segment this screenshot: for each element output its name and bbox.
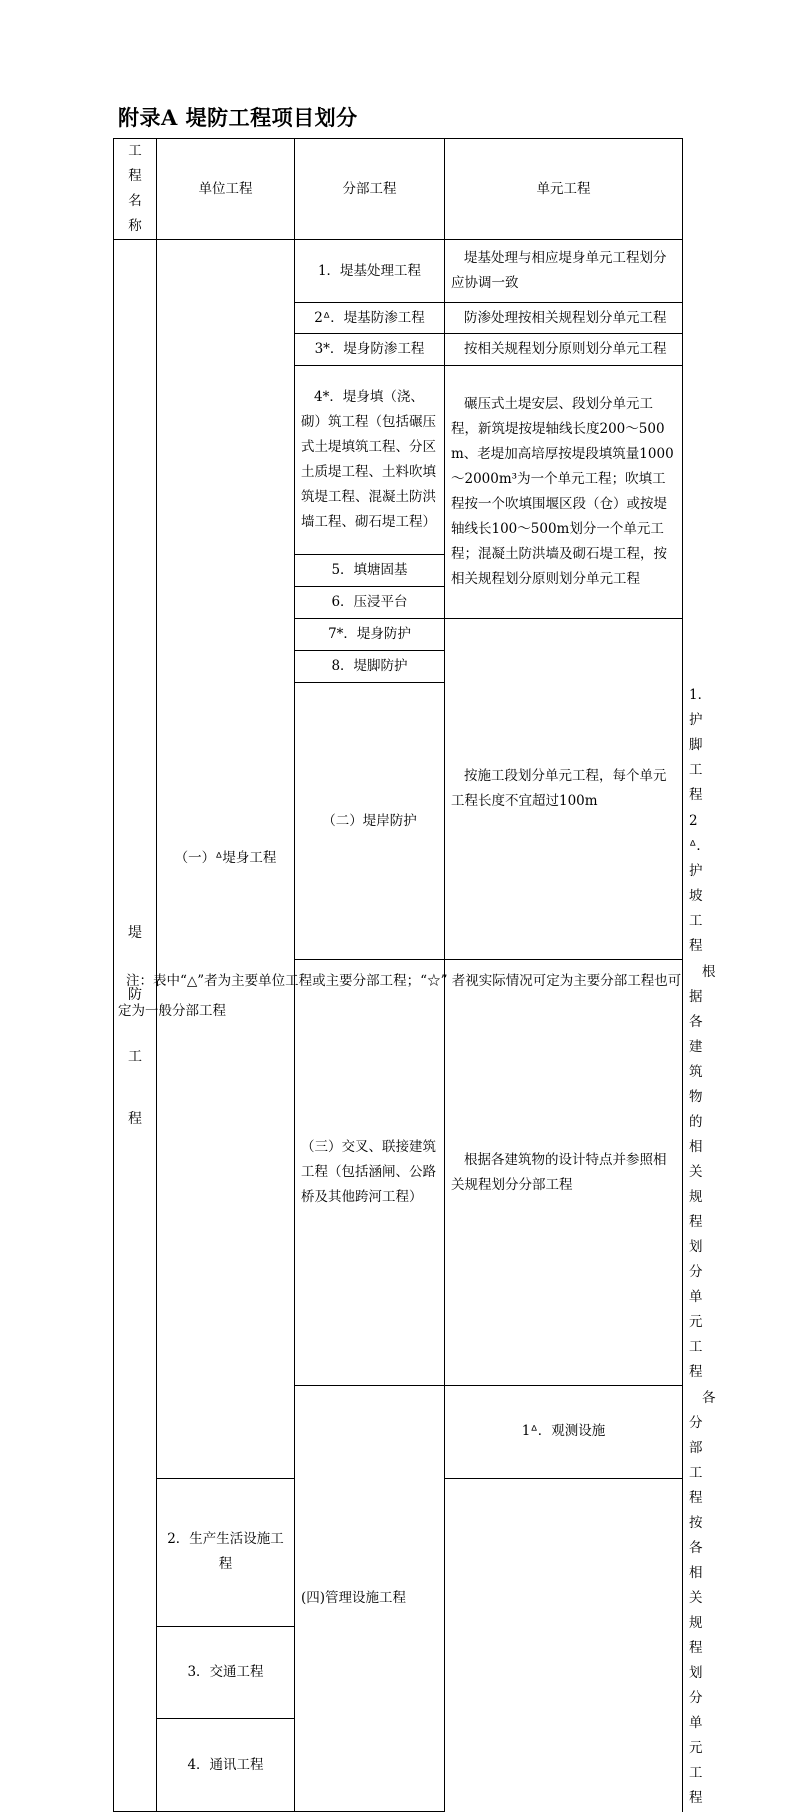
element-cell: 按施工段划分单元工程，每个单元工程长度不宜超过100m xyxy=(445,619,683,960)
element-cell: 堤基处理与相应堤身单元工程划分应协调一致 xyxy=(445,240,683,303)
table-row xyxy=(114,240,683,303)
table-row: (四)管理设施工程 1ᐞ．观测设施 各分部工程按各相关规程划分单元工程 xyxy=(114,1386,683,1479)
division-cell: 2．生产生活设施工程 xyxy=(157,1478,295,1626)
division-cell: 3*．堤身防渗工程 xyxy=(295,334,445,366)
division-cell: 4*．堤身填（浇、砌）筑工程（包括碾压式土堤填筑工程、分区土质堤工程、土料吹填筑堤工程、混凝土防洪墙工程、砌石堤工程） xyxy=(295,366,445,555)
element-cell: 碾压式土堤安层、段划分单元工程，新筑堤按堤轴线长度200～500m、老堤加高培厚按堤段填筑量1000～2000m³为一个单元工程；吹填工程按一个吹填围堰区段（仓）或按堤轴线长100～500m划分一个单元工程；混凝土防洪墙及砌石堤工程，按相关规程划分原则划分单元工程 xyxy=(445,366,683,619)
division-cell: 7*．堤身防护 xyxy=(295,619,445,651)
element-cell: 防渗处理按相关规程划分单元工程 xyxy=(445,303,683,334)
division-cell: 4．通讯工程 xyxy=(157,1719,295,1812)
table-note: 注：表中“△”者为主要单位工程或主要分部工程；“☆” 者视实际情况可定为主要分部工程也可定为一般分部工程 xyxy=(118,973,682,1019)
project-name-char: 堤 xyxy=(128,924,142,941)
table-row: （三）交叉、联接建筑工程（包括涵闸、公路桥及其他跨河工程） 根据各建筑物的设计特点并参照相关规程划分分部工程 根据各建筑物的相关规程划分单元工程 xyxy=(114,960,683,1386)
unit-project-cell: （三）交叉、联接建筑工程（包括涵闸、公路桥及其他跨河工程） xyxy=(295,960,445,1386)
division-cell: 1．堤基处理工程 xyxy=(295,240,445,303)
project-name-char: 程 xyxy=(128,1110,142,1127)
division-cell: 2ᐞ．堤基防渗工程 xyxy=(295,303,445,334)
header-unit-project: 单位工程 xyxy=(157,139,295,240)
division-cell: 根据各建筑物的设计特点并参照相关规程划分分部工程 xyxy=(445,960,683,1386)
division-cell: 3．交通工程 xyxy=(157,1626,295,1719)
table-row: 2ᐞ．护坡工程 xyxy=(689,813,710,954)
header-division-project: 分部工程 xyxy=(295,139,445,240)
header-project-name: 工程名称 xyxy=(114,139,157,240)
table-header-row xyxy=(114,139,683,240)
unit-project-cell: （二）堤岸防护 xyxy=(295,683,445,960)
unit-project-cell: (四)管理设施工程 xyxy=(295,1386,445,1812)
project-name-char: 防 xyxy=(128,986,142,1003)
division-cell: 8．堤脚防护 xyxy=(295,651,445,683)
project-name-char: 工 xyxy=(128,1048,142,1065)
unit-project-cell: （一）ᐞ堤身工程 xyxy=(157,240,295,1479)
page-title: 附录A 堤防工程项目划分 xyxy=(118,105,358,130)
table-row: （二）堤岸防护 1．护脚工程 xyxy=(114,683,683,809)
header-element-project: 单元工程 xyxy=(445,139,683,240)
division-cell: 6．压浸平台 xyxy=(295,587,445,619)
division-cell: 5．填塘固基 xyxy=(295,555,445,587)
element-cell: 按相关规程划分原则划分单元工程 xyxy=(445,334,683,366)
division-cell: 1ᐞ．观测设施 xyxy=(445,1386,683,1479)
